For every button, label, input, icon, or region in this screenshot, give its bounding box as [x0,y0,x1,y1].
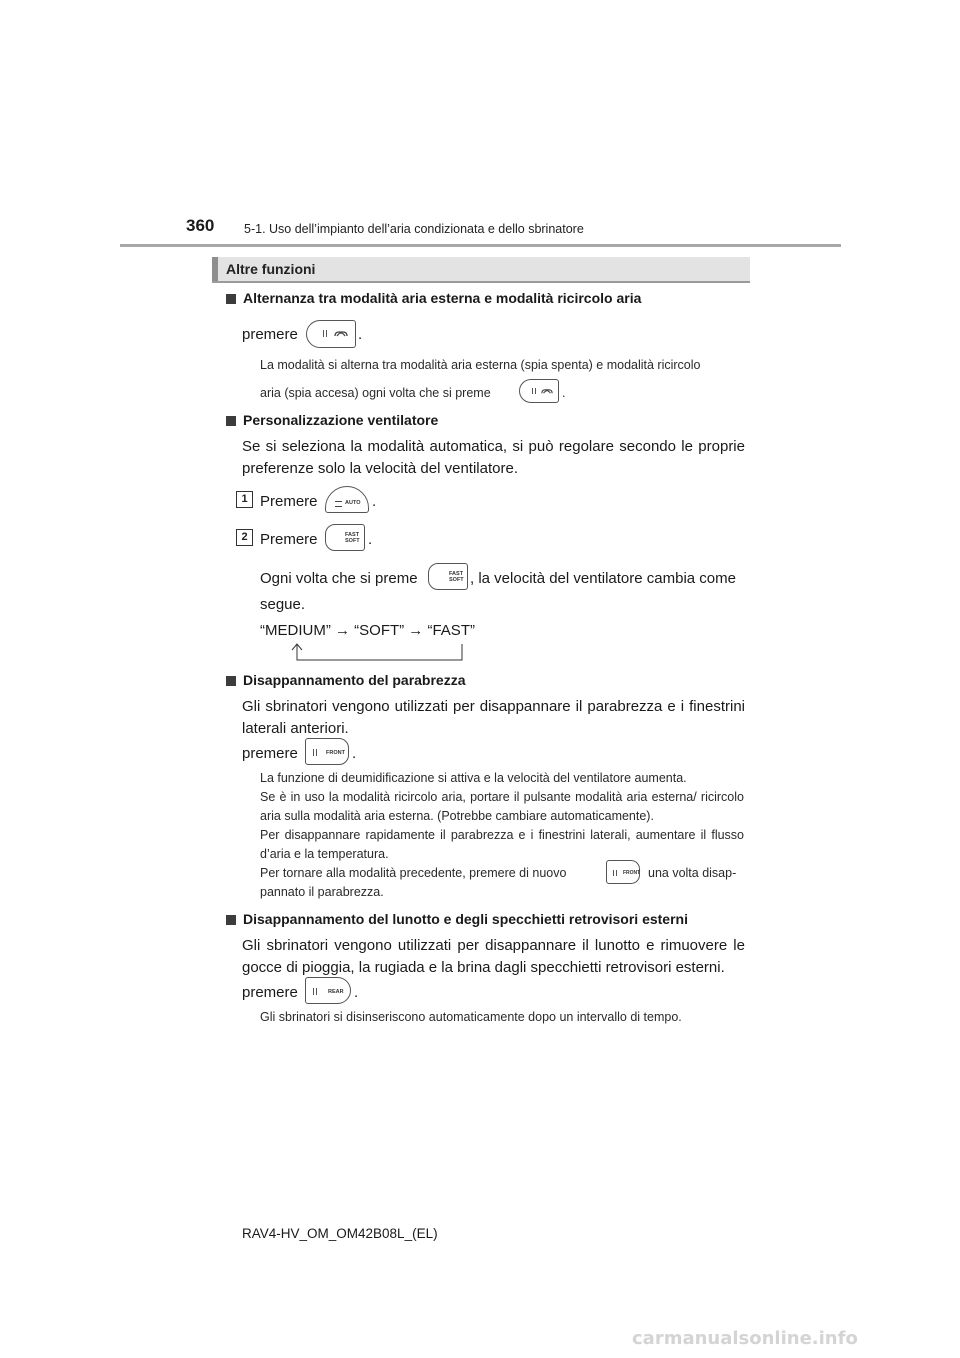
recirc-button-small-icon [519,379,559,403]
section-title: Altre funzioni [226,261,316,277]
step-1-suffix: . [372,493,377,510]
header-divider [120,244,841,247]
rear-paragraph: Gli sbrinatori vengono utilizzati per disappannare il lunotto e rimuovere le gocce di pioggia, la rugiada e la brina dagli specchietti retrovisori esterni. [242,937,745,976]
step-1-badge: 1 [236,491,253,508]
watermark: carmanualsonline.info [632,1328,858,1349]
windshield-instruction-prefix: premere [242,745,298,762]
cycle-prefix: Ogni volta che si preme [260,570,418,587]
section-accent [212,257,218,281]
fast-soft-button-icon: FAST SOFT [428,563,468,590]
bullet-square-icon [226,294,236,304]
bullet-square-icon [226,676,236,686]
rear-defrost-button-icon: REAR [305,977,351,1004]
windshield-note-4-line2: pannato il parabrezza. [260,885,384,899]
page-number: 360 [186,216,215,235]
recirc-instruction-suffix: . [358,326,363,343]
windshield-note-3: Per disappannare rapidamente il parabrezza e i finestrini laterali, aumentare il flusso d’aria e la temperatura. [260,828,744,861]
step-2-prefix: Premere [260,531,318,548]
recirc-note-line2-suffix: . [562,386,566,400]
recirc-note-line1: La modalità si alterna tra modalità aria esterna (spia spenta) e modalità ricircolo [260,358,701,372]
cycle-suffix: , la velocità del ventilatore cambia come [470,570,736,587]
cycle-line2: segue. [260,596,306,613]
recirc-heading: Alternanza tra modalità aria esterna e modalità ricircolo aria [226,290,641,306]
recirc-button-icon [306,320,356,348]
windshield-heading: Disappannamento del parabrezza [226,672,466,688]
rear-instruction-prefix: premere [242,984,298,1001]
windshield-note-2: Se è in uso la modalità ricircolo aria, portare il pulsante modalità aria esterna/ ricircolo aria sulla modalità aria esterna. (Potrebbe cambiare automaticamente). [260,790,744,823]
rear-instruction-suffix: . [354,984,359,1001]
step-2-suffix: . [368,531,373,548]
fan-heading: Personalizzazione ventilatore [226,412,438,428]
step-2-badge: 2 [236,529,253,546]
sequence-loop-arrow-icon [280,640,470,664]
document-code: RAV4-HV_OM_OM42B08L_(EL) [242,1226,438,1241]
fast-soft-button-icon: FAST SOFT [325,524,365,551]
windshield-instruction-suffix: . [352,745,357,762]
recirc-note-line2-prefix: aria (spia accesa) ogni volta che si preme [260,386,491,400]
step-1-prefix: Premere [260,493,318,510]
rear-note: Gli sbrinatori si disinseriscono automaticamente dopo un intervallo di tempo. [260,1010,682,1024]
windshield-paragraph: Gli sbrinatori vengono utilizzati per disappannare il parabrezza e i finestrini laterali anteriori. [242,698,745,737]
bullet-square-icon [226,915,236,925]
front-defrost-button-small-icon: FRONT [606,860,640,884]
bullet-square-icon [226,416,236,426]
windshield-note-4-suffix: una volta disap- [648,866,737,880]
fan-paragraph: Se si seleziona la modalità automatica, si può regolare secondo le proprie preferenze solo la velocità del ventilatore. [242,438,745,477]
chapter-title: 5-1. Uso dell’impianto dell’aria condizionata e dello sbrinatore [244,222,584,236]
fan-speed-sequence: “MEDIUM” → “SOFT” → “FAST” [260,622,475,639]
auto-button-icon: AUTO [325,486,369,513]
windshield-note-4-prefix: Per tornare alla modalità precedente, premere di nuovo [260,866,567,880]
recirc-car-icon [334,329,348,339]
windshield-note-1: La funzione di deumidificazione si attiva e la velocità del ventilatore aumenta. [260,771,687,785]
rear-heading: Disappannamento del lunotto e degli specchietti retrovisori esterni [226,911,688,927]
recirc-instruction-prefix: premere [242,326,298,343]
recirc-car-icon [541,387,553,396]
section-title-bar [212,257,750,283]
front-defrost-button-icon: FRONT [305,738,349,765]
